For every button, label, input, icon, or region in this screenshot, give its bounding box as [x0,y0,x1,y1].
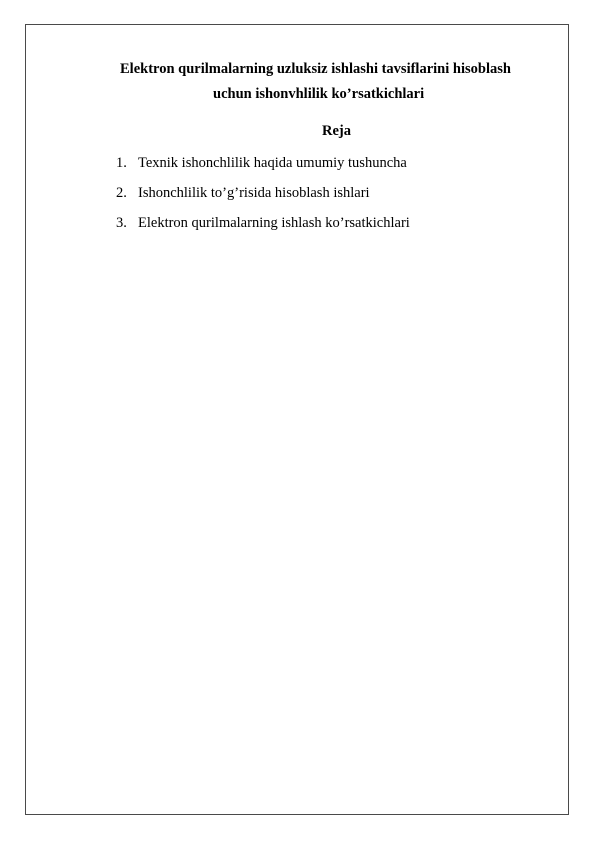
plan-item-number: 3. [116,215,127,231]
document-title-line-1: Elektron qurilmalarning uzluksiz ishlashi tavsiflarini hisoblash [120,61,511,77]
plan-heading: Reja [322,123,351,139]
plan-item-number: 1. [116,155,127,171]
page-border [25,24,569,815]
plan-item-text: Ishonchlilik to’g’risida hisoblash ishlari [138,185,370,201]
plan-item [116,184,410,202]
document-title-line-2: uchun ishonvhlilik ko’rsatkichlari [213,86,425,102]
plan-list [116,154,410,244]
plan-item-text: Texnik ishonchlilik haqida umumiy tushuncha [138,155,407,171]
plan-item [116,214,410,232]
plan-item-text: Elektron qurilmalarning ishlash ko’rsatkichlari [138,215,410,231]
plan-item [116,154,410,172]
plan-item-number: 2. [116,185,127,201]
